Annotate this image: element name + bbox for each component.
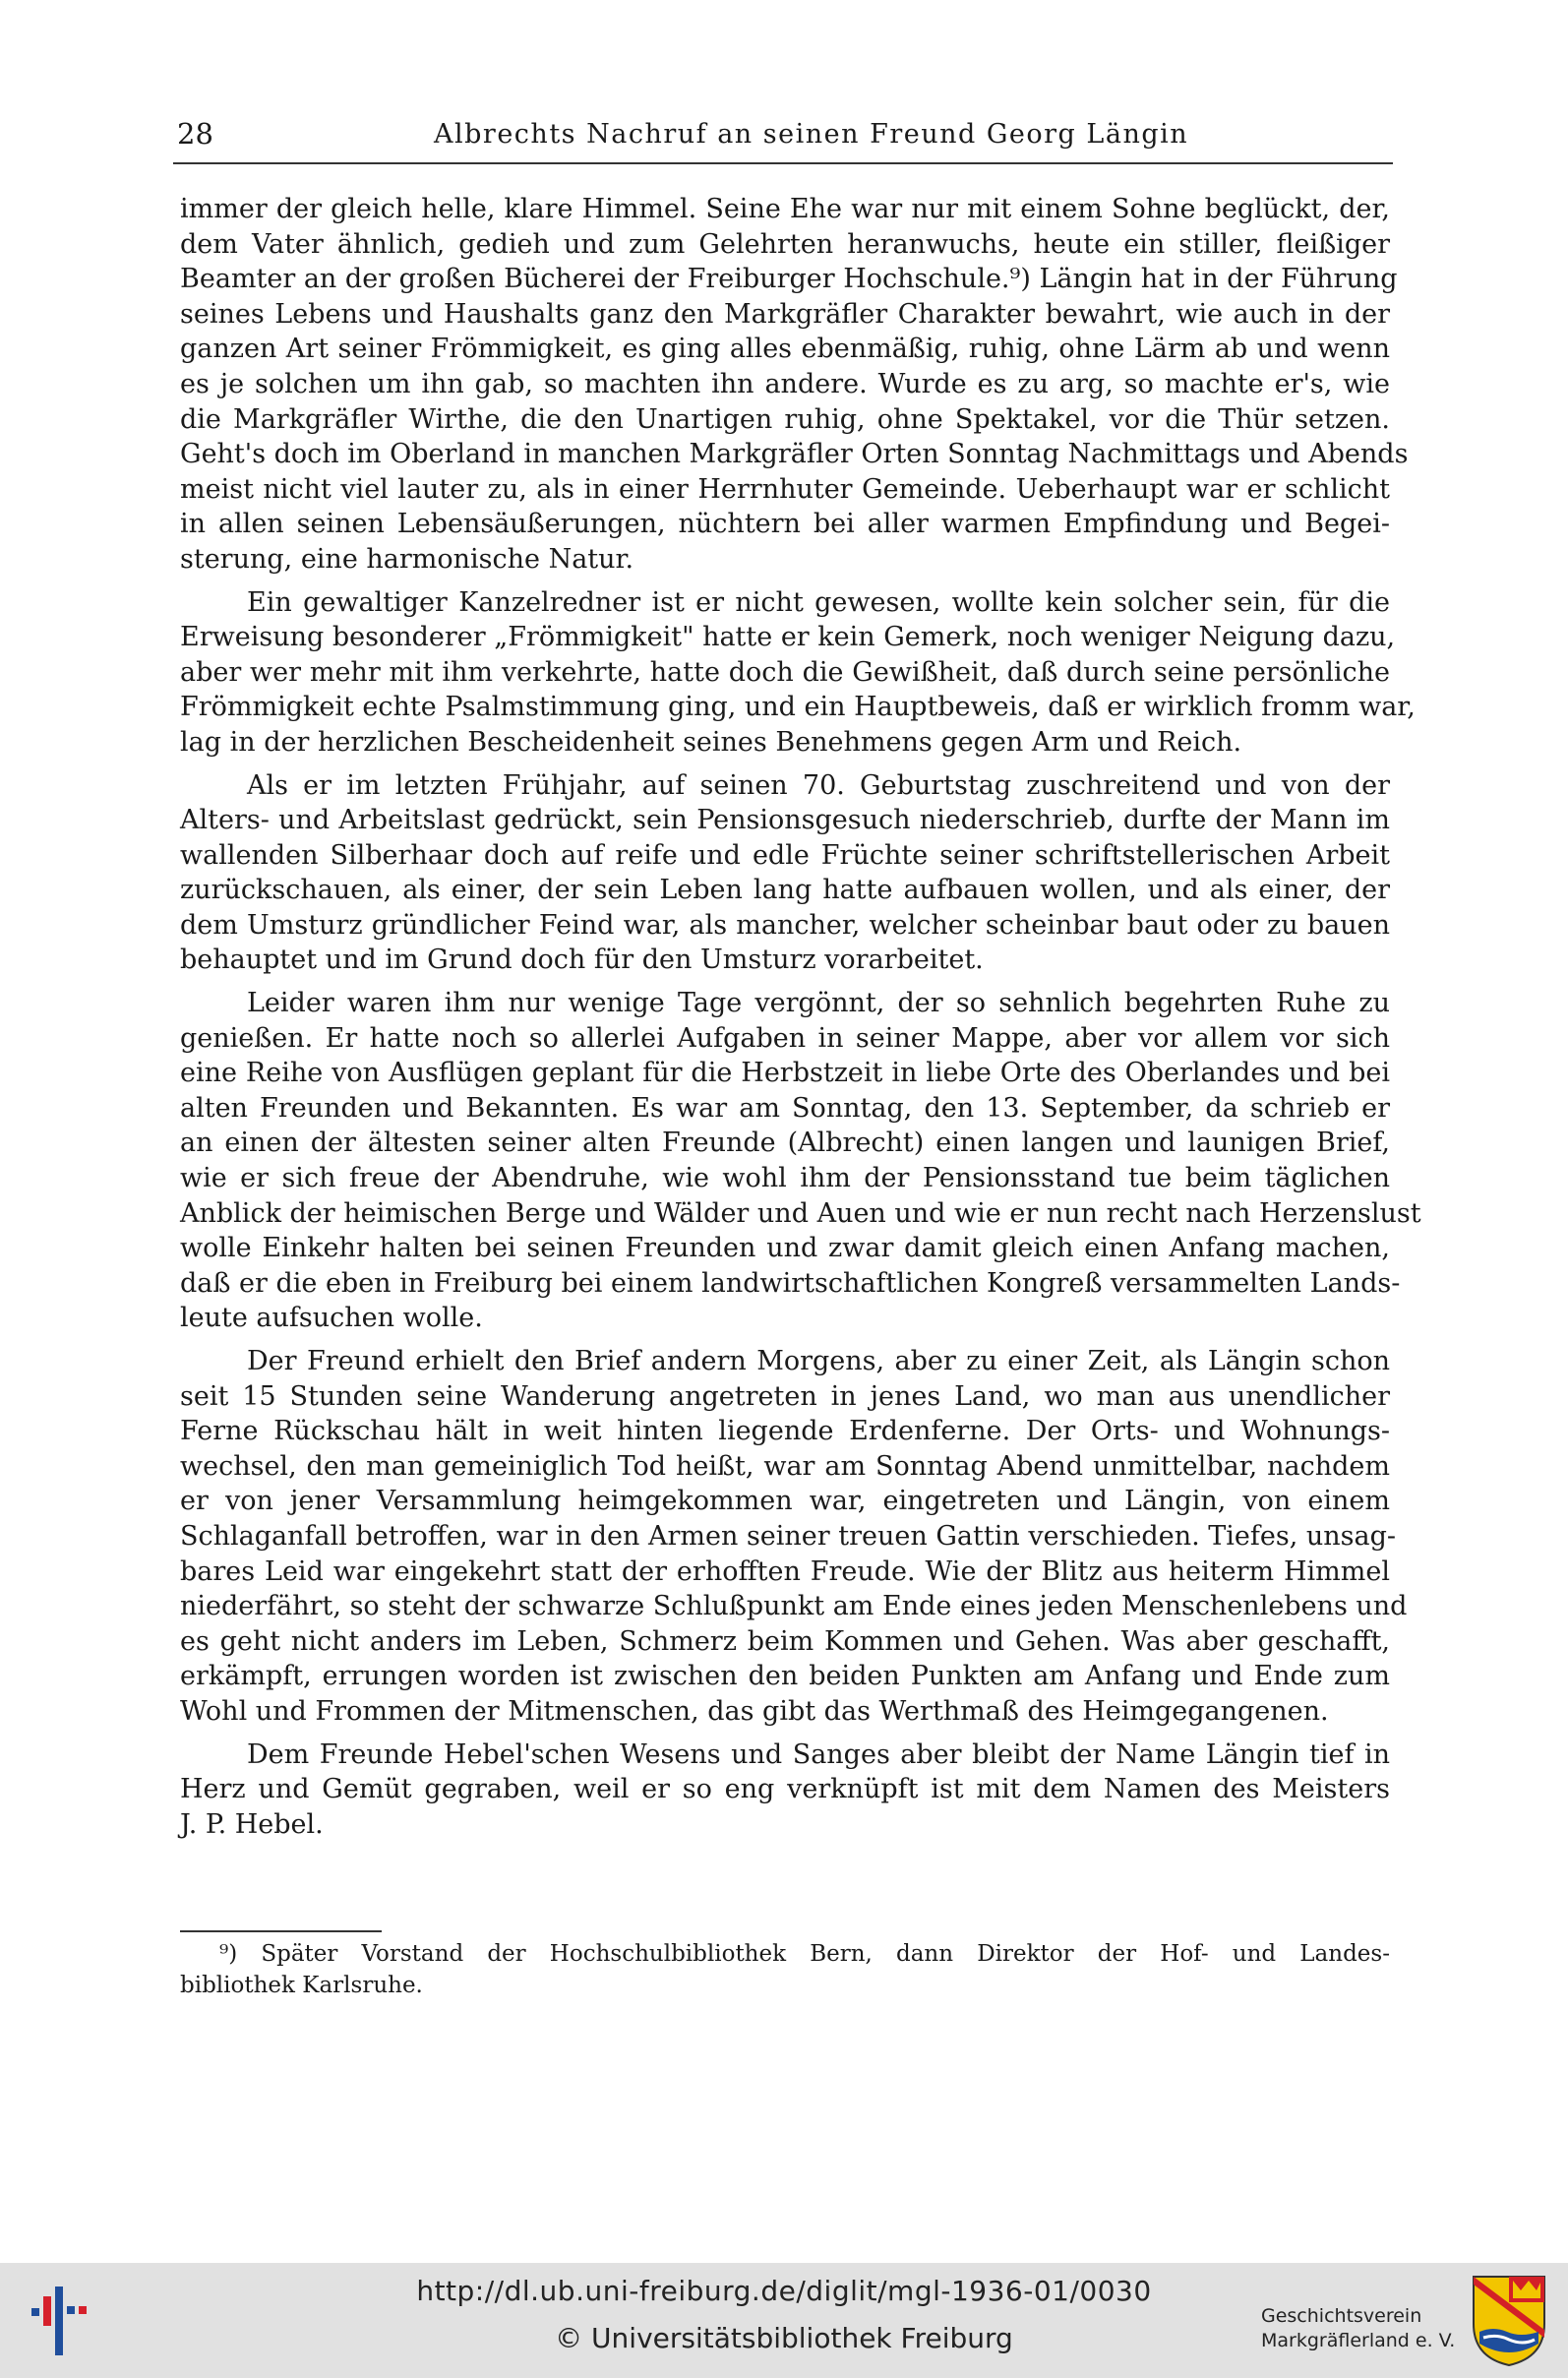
- source-url[interactable]: http://dl.ub.uni-freiburg.de/diglit/mgl-1936-01/0030: [416, 2275, 1152, 2307]
- society-line-2: Markgräflerland e. V.: [1261, 2330, 1456, 2351]
- text-line: behauptet und im Grund doch für den Umsturz vorarbeitet.: [180, 945, 984, 976]
- text-line: Leider waren ihm nur wenige Tage vergönnt, der so sehnlich begehrten Ruhe zu: [247, 988, 1390, 1019]
- text-line: zurückschauen, als einer, der sein Leben lang hatte aufbauen wollen, und als einer, der: [180, 875, 1390, 906]
- text-line: Als er im letzten Frühjahr, auf seinen 70. Geburtstag zuschreitend und von der: [247, 769, 1390, 801]
- body-text: [180, 192, 1421, 1850]
- text-line: niederfährt, so steht der schwarze Schlußpunkt am Ende eines jeden Menschenlebens und: [180, 1591, 1408, 1622]
- paragraph: [180, 1344, 1408, 1730]
- text-line: bares Leid war eingekehrt statt der erhofften Freude. Wie der Blitz aus heiterm Himmel: [180, 1555, 1390, 1587]
- society-name: [1261, 2304, 1458, 2353]
- footnote-line: bibliothek Karlsruhe.: [180, 1973, 423, 1998]
- text-line: Erweisung besonderer „Frömmigkeit" hatte er kein Gemerk, noch weniger Neigung dazu,: [180, 622, 1396, 653]
- page-number: 28: [177, 117, 213, 151]
- text-line: Wohl und Frommen der Mitmenschen, das gibt das Werthmaß des Heimgegangenen.: [180, 1695, 1329, 1727]
- text-line: Frömmigkeit echte Psalmstimmung ging, und ein Hauptbeweis, daß er wirklich fromm war,: [180, 692, 1416, 723]
- text-line: wallenden Silberhaar doch auf reife und edle Früchte seiner schriftstellerischen Arbeit: [180, 839, 1390, 871]
- text-line: Anblick der heimischen Berge und Wälder und Auen und wie er nun recht nach Herzenslust: [180, 1197, 1421, 1229]
- running-title: Albrechts Nachruf an seinen Freund Georg Längin: [434, 119, 1189, 150]
- text-line: die Markgräfler Wirthe, die den Unartigen ruhig, ohne Spektakel, vor die Thür setzen.: [180, 403, 1390, 435]
- paragraph: [180, 1738, 1390, 1843]
- text-line: dem Vater ähnlich, gedieh und zum Gelehrten heranwuchs, heute ein stiller, fleißiger: [180, 228, 1390, 260]
- text-line: es geht nicht anders im Leben, Schmerz beim Kommen und Gehen. Was aber geschafft,: [180, 1625, 1390, 1657]
- text-line: meist nicht viel lauter zu, als in einer Herrnhuter Gemeinde. Ueberhaupt war er schlicht: [180, 473, 1390, 505]
- text-line: seit 15 Stunden seine Wanderung angetreten in jenes Land, wo man aus unendlicher: [180, 1380, 1390, 1412]
- text-line: daß er die eben in Freiburg bei einem landwirtschaftlichen Kongreß versammelten Lands-: [180, 1267, 1401, 1299]
- text-line: leute aufsuchen wolle.: [180, 1303, 483, 1334]
- text-line: seines Lebens und Haushalts ganz den Markgräfler Charakter bewahrt, wie auch in der: [180, 298, 1390, 330]
- text-line: in allen seinen Lebensäußerungen, nüchtern bei aller warmen Empfindung und Begei-: [180, 509, 1390, 540]
- paragraph: [180, 768, 1390, 979]
- footnote-line: ⁹) Später Vorstand der Hochschulbibliothek Bern, dann Direktor der Hof- und Landes-: [219, 1941, 1390, 1967]
- text-line: wechsel, den man gemeiniglich Tod heißt, war am Sonntag Abend unmittelbar, nachdem: [180, 1450, 1390, 1482]
- text-line: Alters- und Arbeitslast gedrückt, sein Pensionsgesuch niederschrieb, durfte der Mann im: [180, 805, 1390, 836]
- text-line: Herz und Gemüt gegraben, weil er so eng verknüpft ist mit dem Namen des Meisters: [180, 1774, 1390, 1805]
- text-line: lag in der herzlichen Bescheidenheit seines Benehmens gegen Arm und Reich.: [180, 726, 1242, 758]
- text-line: es je solchen um ihn gab, so machten ihn andere. Wurde es zu arg, so machte er's, wie: [180, 368, 1390, 399]
- copyright-notice: © Universitätsbibliothek Freiburg: [555, 2322, 1013, 2354]
- text-line: J. P. Hebel.: [180, 1808, 324, 1840]
- text-line: erkämpft, errungen worden ist zwischen den beiden Punkten am Anfang und Ende zum: [180, 1661, 1390, 1692]
- text-line: Schlaganfall betroffen, war in den Armen seiner treuen Gattin verschieden. Tiefes, unsag-: [180, 1520, 1397, 1552]
- text-line: Dem Freunde Hebel'schen Wesens und Sanges aber bleibt der Name Längin tief in: [247, 1738, 1390, 1770]
- footnote: [180, 1938, 1390, 2001]
- paragraph: [180, 986, 1421, 1336]
- text-line: alten Freunden und Bekannten. Es war am Sonntag, den 13. September, da schrieb er: [180, 1092, 1390, 1124]
- footer-bar: [0, 2263, 1568, 2378]
- text-line: eine Reihe von Ausflügen geplant für die Herbstzeit in liebe Orte des Oberlandes und bei: [180, 1058, 1390, 1089]
- text-line: Beamter an der großen Bücherei der Freiburger Hochschule.⁹) Längin hat in der Führung: [180, 264, 1398, 295]
- paragraph: [180, 585, 1416, 761]
- text-line: wie er sich freue der Abendruhe, wie wohl ihm der Pensionsstand tue beim täglichen: [180, 1163, 1390, 1194]
- text-line: Ein gewaltiger Kanzelredner ist er nicht gewesen, wollte kein solcher sein, für die: [247, 586, 1390, 618]
- paragraph: [180, 192, 1409, 578]
- text-line: Ferne Rückschau hält in weit hinten liegende Erdenferne. Der Orts- und Wohnungs-: [180, 1416, 1390, 1447]
- text-line: ganzen Art seiner Frömmigkeit, es ging alles ebenmäßig, ruhig, ohne Lärm ab und wenn: [180, 334, 1390, 365]
- text-line: aber wer mehr mit ihm verkehrte, hatte doch die Gewißheit, daß durch seine persönliche: [180, 656, 1390, 688]
- text-line: dem Umsturz gründlicher Feind war, als mancher, welcher scheinbar baut oder zu bauen: [180, 909, 1390, 941]
- text-line: Geht's doch im Oberland in manchen Markgräfler Orten Sonntag Nachmittags und Abends: [180, 439, 1409, 470]
- text-line: er von jener Versammlung heimgekommen war, eingetreten und Längin, von einem: [180, 1486, 1390, 1517]
- text-line: immer der gleich helle, klare Himmel. Seine Ehe war nur mit einem Sohne beglückt, der,: [180, 194, 1390, 224]
- text-line: wolle Einkehr halten bei seinen Freunden und zwar damit gleich einen Anfang machen,: [180, 1233, 1390, 1264]
- text-line: Der Freund erhielt den Brief andern Morgens, aber zu einer Zeit, als Längin schon: [247, 1346, 1390, 1376]
- text-line: an einen der ältesten seiner alten Freunde (Albrecht) einen langen und launigen Brief,: [180, 1128, 1390, 1159]
- running-head: [173, 113, 1393, 164]
- text-line: genießen. Er hatte noch so allerlei Aufgaben in seiner Mappe, aber vor allem vor sich: [180, 1022, 1390, 1054]
- footnote-rule: [180, 1930, 382, 1932]
- markgraeflerland-crest-icon[interactable]: [1470, 2273, 1548, 2368]
- text-line: sterung, eine harmonische Natur.: [180, 543, 634, 575]
- society-line-1: Geschichtsverein: [1261, 2305, 1422, 2327]
